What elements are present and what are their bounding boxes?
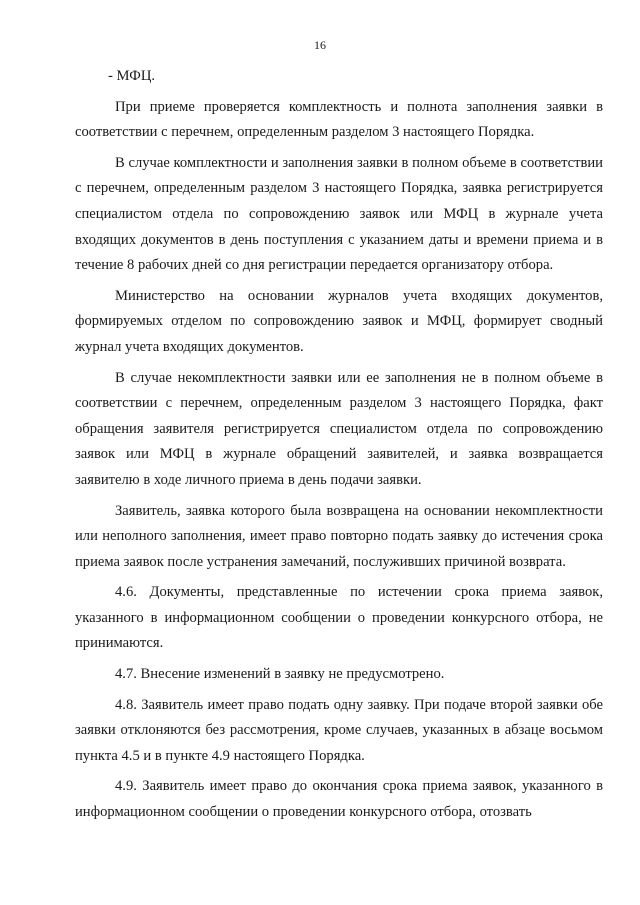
paragraph-complete-registration: В случае комплектности и заполнения заявки в полном объеме в соответствии с перечнем, определенным разделом 3 настоящего Порядка, заявка регистрируется специалистом отдела по сопровождению заявок или МФЦ в журнале учета входящих документов в день поступления с указанием даты и времени приема и в течение 8 рабочих дней со дня регистрации передается организатору отбора. (75, 154, 603, 274)
paragraph-4-9: 4.9. Заявитель имеет право до окончания срока приема заявок, указанного в информационном сообщении о проведении конкурсного отбора, отозвать (75, 778, 603, 821)
paragraph-4-6: 4.6. Документы, представленные по истечении срока приема заявок, указанного в информационном сообщении о проведении конкурсного отбора, не принимаются. (75, 584, 603, 652)
paragraph-resubmission-right: Заявитель, заявка которого была возвращена на основании некомплектности или неполного заполнения, имеет право повторно подать заявку до истечения срока приема заявок после устранения замечаний, послуживших причиной возврата. (75, 502, 603, 570)
paragraph-ministry-journal: Министерство на основании журналов учета входящих документов, формируемых отделом по сопровождению заявок и МФЦ, формирует сводный журнал учета входящих документов. (75, 287, 603, 355)
paragraph-4-7: 4.7. Внесение изменений в заявку не предусмотрено. (115, 666, 445, 683)
document-body (75, 64, 603, 831)
page-number: 16 (314, 38, 326, 52)
paragraph-incomplete-return: В случае некомплектности заявки или ее заполнения не в полном объеме в соответствии с перечнем, определенным разделом 3 настоящего Порядка, факт обращения заявителя регистрируется специалистом отдела по сопровождению заявок или МФЦ в журнале обращений заявителей, и заявка возвращается заявителю в ходе личного приема в день подачи заявки. (75, 369, 603, 488)
paragraph-4-8: 4.8. Заявитель имеет право подать одну заявку. При подаче второй заявки обе заявки отклоняются без рассмотрения, кроме случаев, указанных в абзаце восьмом пункта 4.5 и в пункте 4.9 настоящего Порядка. (75, 696, 603, 764)
paragraph-mfc: - МФЦ. (108, 68, 156, 84)
paragraph-acceptance-check: При приеме проверяется комплектность и полнота заполнения заявки в соответствии с перечнем, определенным разделом 3 настоящего Порядка. (75, 98, 603, 141)
